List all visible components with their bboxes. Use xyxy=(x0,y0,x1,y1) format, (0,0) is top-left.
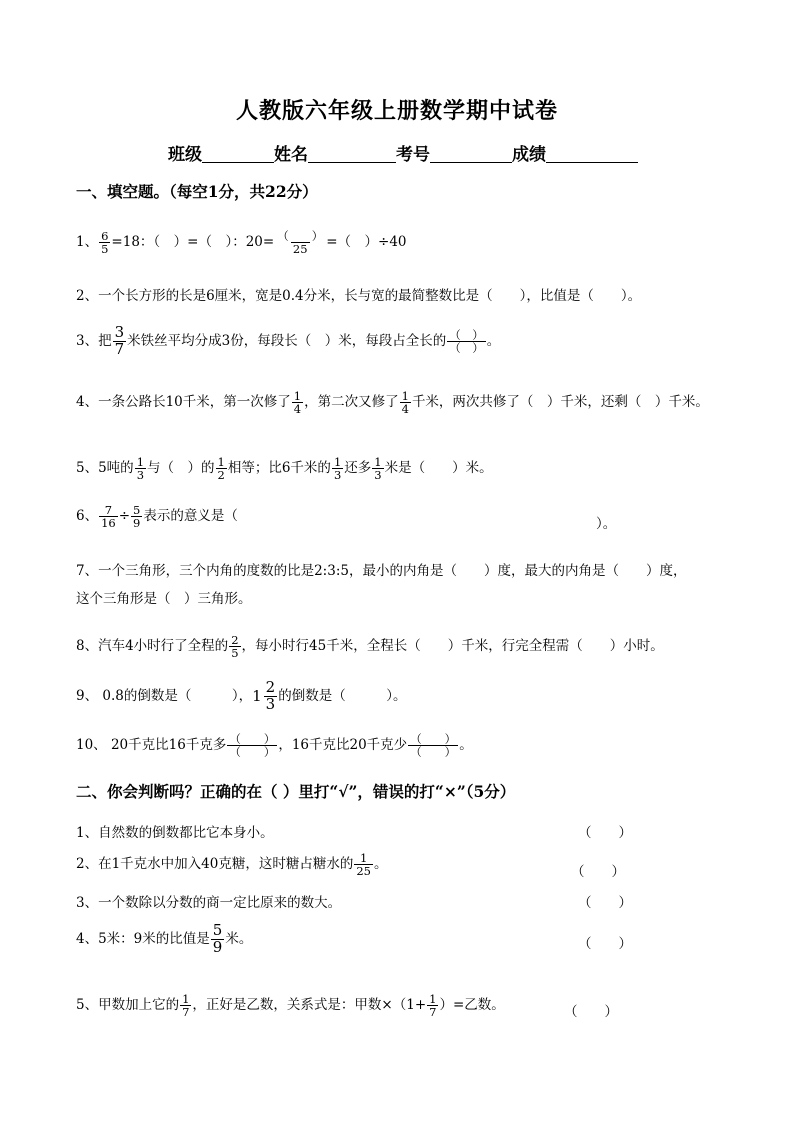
section2-heading: 二、你会判断吗？正确的在（ ）里打“√”，错误的打“×”（5分） xyxy=(76,782,516,801)
fraction: $\frac{1}{4}$ xyxy=(293,389,302,417)
score-label: 成绩 xyxy=(512,145,546,165)
fraction: $\frac{1}{25}$ xyxy=(356,851,371,879)
fraction: $\frac{1}{3}$ xyxy=(374,455,382,483)
question-1-10: 10、 20千克比16千克多 $\frac{( )}{( )}$ ，16千克比20千克少 $\frac{( )}{( )}$ 。 xyxy=(76,732,473,760)
judge-question-4: 4、5米：9米的比值是 $\frac{5}{9}$ 米。 xyxy=(76,921,253,956)
fraction: $\frac{1}{3}$ xyxy=(333,455,342,483)
question-1-2: 2、一个长方形的长是6厘米，宽是0.4分米，长与宽的最简整数比是（ ），比值是（ ）。 xyxy=(76,288,642,304)
question-1-5: 5、5吨的 $\frac{1}{3}$ 与（ ）的 $\frac{1}{2}$ 相等；比6千米的 $\frac{1}{3}$ 还多 $\frac{1}{3}$ 米是（ ）米。 xyxy=(76,455,493,483)
fraction: $\frac{2}{5}$ xyxy=(231,633,239,661)
fraction: $\frac{6}{5}$ xyxy=(101,229,109,257)
page-title: 人教版六年级上册数学期中试卷 xyxy=(235,98,558,124)
fraction: $\frac{5}{9}$ xyxy=(212,921,223,956)
number-label: 考号 xyxy=(396,145,430,165)
section1-heading: 一、填空题。（每空1分，共22分） xyxy=(76,182,318,201)
mixed-number: 1 $\frac{2}{3}$ xyxy=(252,678,276,713)
score-blank[interactable] xyxy=(546,144,638,163)
question-1-7-line1: 7、一个三角形，三个内角的度数的比是2:3:5，最小的内角是（ ）度，最大的内角是（ ）度， xyxy=(76,563,687,579)
judge-answer-2[interactable]: （ ） xyxy=(571,864,625,880)
question-1-6: 6、 $\frac{7}{16}$ ÷ $\frac{5}{9}$ 表示的意义是（ ）。 xyxy=(76,503,617,532)
name-label: 姓名 xyxy=(274,145,308,165)
question-1-9: 9、 0.8的倒数是（ ）， 1 $\frac{2}{3}$ 的倒数是（ ）。 xyxy=(76,678,407,713)
class-blank[interactable] xyxy=(202,144,274,163)
fraction-blank[interactable]: $\frac{( )}{( )}$ xyxy=(449,327,484,355)
fraction: $\frac{5}{9}$ xyxy=(133,503,141,531)
name-blank[interactable] xyxy=(308,144,396,163)
fraction: $\frac{1}{7}$ xyxy=(182,992,190,1020)
question-1-3: 3、把 $\frac{3}{7}$ 米铁丝平均分成3份，每段长（ ）米，每段占全长的 $\frac{( )}{( )}$ 。 xyxy=(76,323,501,358)
class-label: 班级 xyxy=(168,145,202,165)
judge-answer-3[interactable]: （ ） xyxy=(578,895,632,911)
judge-answer-5[interactable]: （ ） xyxy=(564,1004,618,1020)
question-1-7-line2: 这个三角形是（ ）三角形。 xyxy=(76,591,252,607)
judge-question-5: 5、甲数加上它的 $\frac{1}{7}$ ，正好是乙数，关系式是：甲数×（1+ $\frac{1}{7}$ ）=乙数。 xyxy=(76,992,505,1020)
fraction-blank[interactable]: $\frac{( )}{25}$ xyxy=(277,229,324,257)
question-1-8: 8、汽车4小时行了全程的 $\frac{2}{5}$ ，每小时行45千米，全程长（ ）千米，行完全程需（ ）小时。 xyxy=(76,633,664,661)
judge-question-2: 2、在1千克水中加入40克糖，这时糖占糖水的 $\frac{1}{25}$ 。 xyxy=(76,851,388,879)
fraction: $\frac{1}{7}$ xyxy=(429,992,437,1020)
fraction: $\frac{7}{16}$ xyxy=(101,503,116,531)
fraction: $\frac{1}{3}$ xyxy=(136,455,145,483)
judge-question-3: 3、一个数除以分数的商一定比原来的数大。 xyxy=(76,895,342,911)
fraction: $\frac{1}{4}$ xyxy=(401,389,409,417)
fraction: $\frac{1}{2}$ xyxy=(217,455,225,483)
judge-answer-1[interactable]: （ ） xyxy=(578,825,632,841)
question-1-4: 4、一条公路长10千米，第一次修了 $\frac{1}{4}$ ，第二次又修了 $\frac{1}{4}$ 千米，两次共修了（ ）千米，还剩（ ）千米。 xyxy=(76,389,709,417)
fraction-blank[interactable]: $\frac{( )}{( )}$ xyxy=(410,732,457,760)
student-info-row xyxy=(168,140,638,165)
question-1-1: 1、 $\frac{6}{5}$ =18：（ ）=（ ）：20= $\frac{( )}{25}$ =（ ）÷40 xyxy=(76,229,407,257)
fraction-blank[interactable]: $\frac{( )}{( )}$ xyxy=(229,732,276,760)
judge-question-1: 1、自然数的倒数都比它本身小。 xyxy=(76,825,274,841)
number-blank[interactable] xyxy=(430,144,512,163)
fraction: $\frac{3}{7}$ xyxy=(114,323,125,358)
judge-answer-4[interactable]: （ ） xyxy=(578,936,632,952)
